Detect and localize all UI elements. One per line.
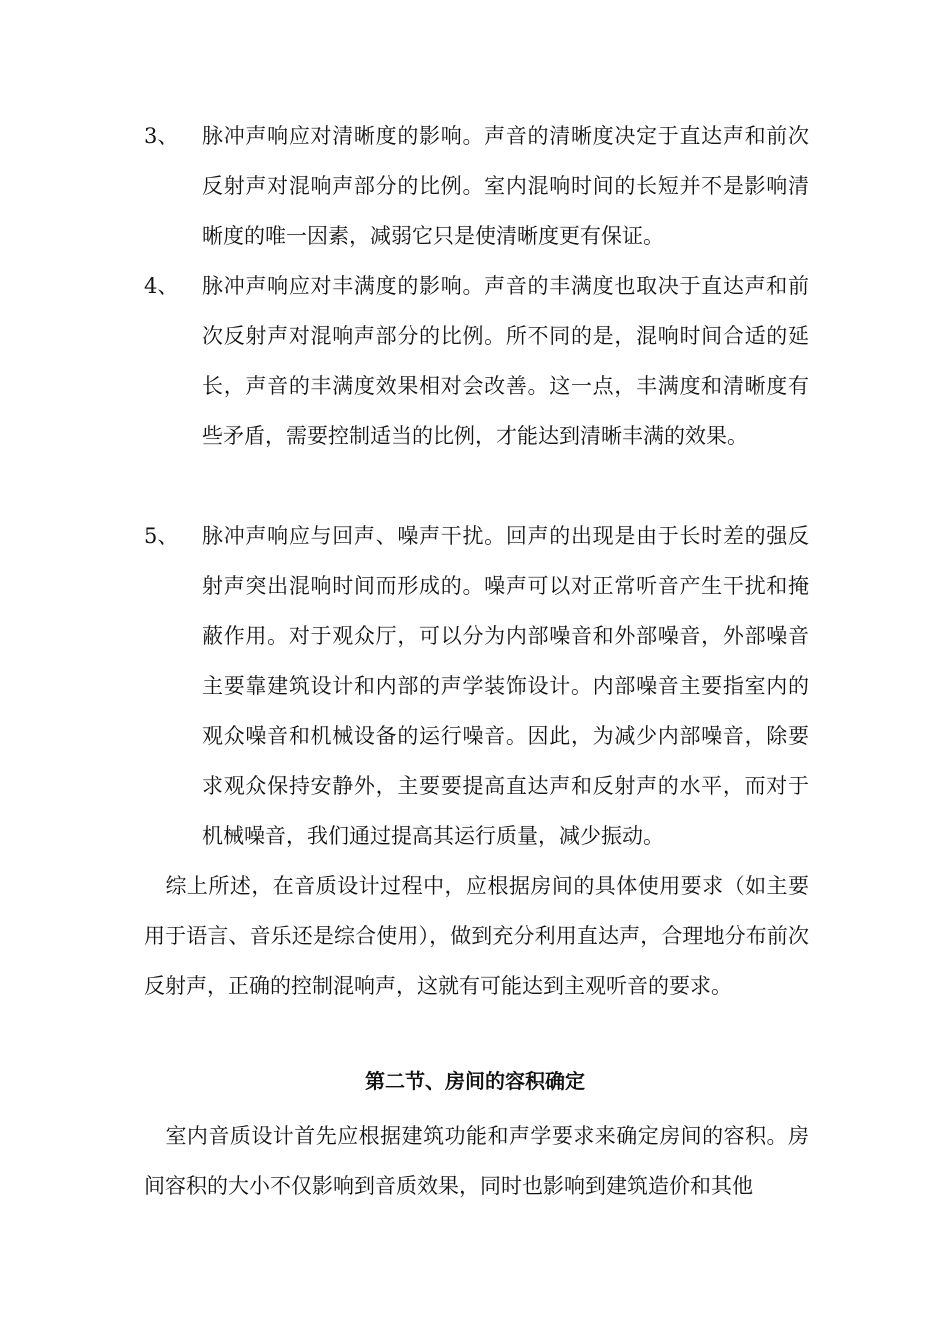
list-item-text: 脉冲声响应与回声、噪声干扰。回声的出现是由于长时差的强反射声突出混响时间而形成的。噪声可以对正常听音产生干扰和掩蔽作用。对于观众厅，可以分为内部噪音和外部噪音，外部噪音主要靠建筑设计和内部的声学装饰设计。内部噪音主要指室内的观众噪音和机械设备的运行噪音。因此，为减少内部噪音，除要求观众保持安静外，主要要提高直达声和反射声的水平，而对于机械噪音，我们通过提高其运行质量，减少振动。	[202, 524, 809, 848]
list-item-text: 脉冲声响应对清晰度的影响。声音的清晰度决定于直达声和前次反射声对混响声部分的比例。室内混响时间的长短并不是影响清晰度的唯一因素，减弱它只是使清晰度更有保证。	[202, 124, 809, 248]
section-intro-paragraph: 室内音质设计首先应根据建筑功能和声学要求来确定房间的容积。房间容积的大小不仅影响到音质效果，同时也影响到建筑造价和其他	[144, 1124, 809, 1198]
section-heading: 第二节、房间的容积确定	[365, 1069, 585, 1093]
list-item-4	[144, 261, 809, 461]
list-item-text: 脉冲声响应对丰满度的影响。声音的丰满度也取决于直达声和前次反射声对混响声部分的比例。所不同的是，混响时间合适的延长，声音的丰满度效果相对会改善。这一点，丰满度和清晰度有些矛盾，需要控制适当的比例，才能达到清晰丰满的效果。	[202, 274, 809, 448]
list-item-number: 4、	[144, 274, 179, 298]
list-item-5	[144, 511, 809, 861]
list-item-3	[144, 111, 809, 261]
list-item-number: 5、	[144, 524, 179, 548]
summary-paragraph: 综上所述，在音质设计过程中，应根据房间的具体使用要求（如主要用于语言、音乐还是综合使用），做到充分利用直达声，合理地分布前次反射声，正确的控制混响声，这就有可能达到主观听音的要求。	[144, 874, 809, 998]
list-item-number: 3、	[144, 124, 179, 148]
